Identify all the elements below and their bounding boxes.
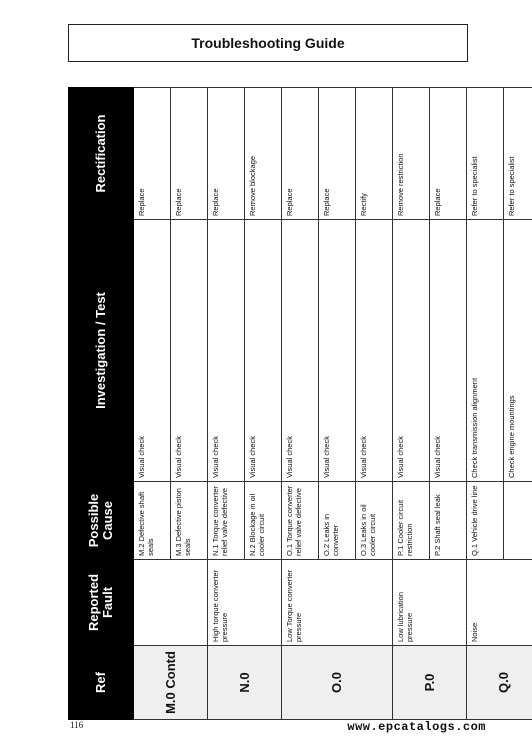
cause-cell: P.1 Cooler circuit restriction [393,482,430,560]
column-header-reported-fault: Reported Fault [69,560,134,646]
cause-cell: N.1 Torque converter relief valve defective [208,482,245,560]
cause-cell: O.2 Leaks in converter [319,482,356,560]
test-cell: Visual check [134,220,171,482]
ref-cell: P.0 [393,646,467,720]
fix-cell: Replace [171,88,208,220]
ref-cell: N.0 [208,646,282,720]
fix-cell: Rectify [356,88,393,220]
fix-cell: Refer to specialist [504,88,532,220]
cause-cell: Q.1 Vehicle drive line [467,482,504,560]
test-cell: Visual check [319,220,356,482]
fix-cell: Replace [430,88,467,220]
test-cell: Visual check [171,220,208,482]
ref-cell: O.0 [282,646,393,720]
fault-cell [134,560,208,646]
table-row [467,88,504,720]
fix-cell: Remove blockage [245,88,282,220]
footer-url: www.epcatalogs.com [347,720,486,734]
table-row [282,88,319,720]
ref-cell: M.0 Contd [134,646,208,720]
cause-cell: M.3 Defective piston seals [171,482,208,560]
column-header-possible-cause: Possible Cause [69,482,134,560]
test-cell: Visual check [282,220,319,482]
cause-cell [504,482,532,560]
cause-cell: M.2 Defective shaft seals [134,482,171,560]
troubleshooting-table-container [68,88,516,720]
fix-cell: Replace [134,88,171,220]
page-title: Troubleshooting Guide [191,35,345,51]
test-cell: Visual check [393,220,430,482]
fault-cell: High torque converter pressure [208,560,282,646]
table-row [134,88,171,720]
column-header-investigation-test: Investigation / Test [69,220,134,482]
test-cell: Visual check [245,220,282,482]
fault-cell: Low lubrication pressure [393,560,467,646]
fix-cell: Remove restriction [393,88,430,220]
column-header-rectification: Rectification [69,88,134,220]
troubleshooting-table [68,87,532,720]
fix-cell: Refer to specialist [467,88,504,220]
test-cell: Check engine mountings [504,220,532,482]
test-cell: Visual check [430,220,467,482]
page-number: 116 [70,720,84,730]
test-cell: Check transmission alignment [467,220,504,482]
page-title-box [68,24,468,62]
cause-cell: N.2 Blockage in oil cooler circuit [245,482,282,560]
test-cell: Visual check [208,220,245,482]
cause-cell: O.1 Torque converter relief valve defective [282,482,319,560]
column-header-ref: Ref [69,646,134,720]
fix-cell: Replace [208,88,245,220]
table-row [393,88,430,720]
test-cell: Visual check [356,220,393,482]
fault-cell: Low Torque converter pressure [282,560,393,646]
fix-cell: Replace [319,88,356,220]
fault-cell: Noise [467,560,532,646]
ref-cell: Q.0 [467,646,532,720]
cause-cell: P.2 Shaft seal leak [430,482,467,560]
cause-cell: O.3 Leaks in oil cooler circuit [356,482,393,560]
table-row [208,88,245,720]
table-header-row [69,88,134,720]
fix-cell: Replace [282,88,319,220]
